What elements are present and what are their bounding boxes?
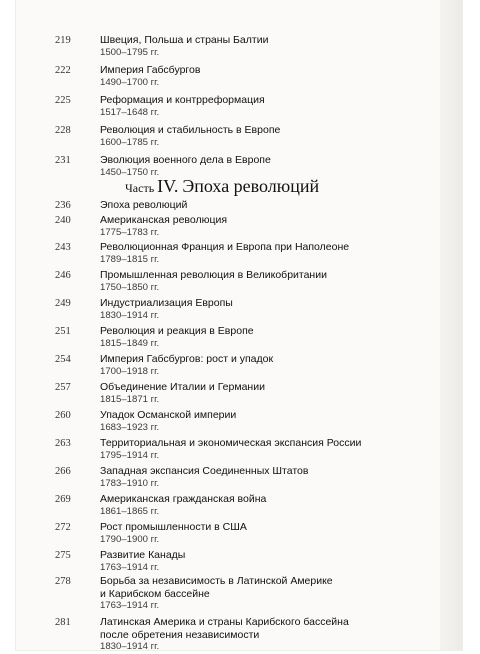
toc-entry-dates: 1763–1914 гг. — [100, 600, 160, 612]
toc-entry-title: Территориальная и экономическая экспансия России — [100, 437, 362, 449]
toc-entry-dates: 1815–1849 гг. — [100, 337, 160, 349]
toc-entry-dates: 1490–1700 гг. — [100, 76, 160, 88]
toc-page-number: 240 — [55, 215, 71, 226]
toc-entry — [55, 94, 440, 119]
part-number: IV. — [157, 176, 179, 196]
toc-entry — [55, 297, 440, 322]
toc-page-number: 254 — [55, 354, 71, 365]
toc-entry-dates: 1815–1871 гг. — [100, 393, 160, 405]
toc-entry — [55, 124, 440, 149]
toc-entry — [55, 353, 440, 378]
toc-entry-dates: 1783–1910 гг. — [100, 477, 160, 489]
toc-entry-title: Эпоха революций — [100, 199, 188, 211]
toc-entry-dates: 1775–1783 гг. — [100, 226, 160, 238]
toc-entry-dates: 1790–1900 гг. — [100, 533, 160, 545]
toc-page-number: 228 — [55, 125, 71, 136]
toc-entry — [55, 154, 440, 179]
part-heading — [125, 176, 319, 197]
toc-entry-dates: 1517–1648 гг. — [100, 106, 160, 118]
toc-page-number: 236 — [55, 200, 71, 211]
toc-entry — [55, 269, 440, 294]
page-edge-shadow — [440, 0, 462, 650]
toc-page-number: 225 — [55, 95, 71, 106]
toc-entry — [55, 325, 440, 350]
toc-entry — [55, 549, 440, 574]
toc-page-number: 222 — [55, 65, 71, 76]
toc-entry-dates: 1500–1795 гг. — [100, 46, 160, 58]
toc-entry-title: Объединение Италии и Германии — [100, 381, 265, 393]
toc-page-number: 246 — [55, 270, 71, 281]
toc-entry — [55, 64, 440, 89]
toc-entry-title: Рост промышленности в США — [100, 521, 247, 533]
toc-entry-title: Империя Габсбургов: рост и упадок — [100, 353, 274, 365]
toc-page-number: 266 — [55, 466, 71, 477]
toc-entry-title: Индустриализация Европы — [100, 297, 233, 309]
toc-entry-title: Латинская Америка и страны Карибского бассейна — [100, 616, 349, 628]
toc-page-number: 219 — [55, 35, 71, 46]
toc-entry — [55, 437, 440, 462]
toc-entry-dates: 1861–1865 гг. — [100, 505, 160, 517]
toc-entry-title: Революция и стабильность в Европе — [100, 124, 281, 136]
toc-entry — [55, 575, 440, 613]
toc-entry-title: Развитие Канады — [100, 549, 186, 561]
toc-page-number: 263 — [55, 438, 71, 449]
toc-page-number: 260 — [55, 410, 71, 421]
toc-page-number: 275 — [55, 550, 71, 561]
toc-page-number: 278 — [55, 576, 71, 587]
toc-entry-dates: 1830–1914 гг. — [100, 641, 160, 653]
part-label: Часть — [125, 181, 155, 195]
toc-entry-dates: 1750–1850 гг. — [100, 281, 160, 293]
toc-entry-dates: 1830–1914 гг. — [100, 309, 160, 321]
toc-page-number: 272 — [55, 522, 71, 533]
toc-entry — [55, 381, 440, 406]
toc-entry-title: Американская гражданская война — [100, 493, 267, 505]
toc-entry — [55, 241, 440, 266]
toc-entry-title-continuation: после обретения независимости — [100, 628, 260, 641]
toc-page-number: 281 — [55, 617, 71, 628]
toc-entry-dates: 1795–1914 гг. — [100, 449, 160, 461]
toc-entry-title: Швеция, Польша и страны Балтии — [100, 34, 269, 46]
toc-page-number: 249 — [55, 298, 71, 309]
toc-entry-title: Революционная Франция и Европа при Наполеоне — [100, 241, 350, 253]
toc-entry-title: Эволюция военного дела в Европе — [100, 154, 271, 166]
toc-entry-dates: 1600–1785 гг. — [100, 136, 160, 148]
toc-page-number: 243 — [55, 242, 71, 253]
toc-entry-dates: 1763–1914 гг. — [100, 561, 160, 573]
part-title: Эпоха революций — [182, 176, 320, 196]
toc-entry-title: Реформация и контрреформация — [100, 94, 265, 106]
toc-entry — [55, 465, 440, 490]
toc-entry — [55, 199, 440, 212]
toc-entry — [55, 521, 440, 546]
toc-entry-title: Западная экспансия Соединенных Штатов — [100, 465, 309, 477]
toc-page-number: 231 — [55, 155, 71, 166]
toc-entry — [55, 214, 440, 239]
toc-entry-title: Борьба за независимость в Латинской Америке — [100, 575, 333, 587]
toc-entry-title: Упадок Османской империи — [100, 409, 237, 421]
toc-page-number: 269 — [55, 494, 71, 505]
toc-entry-dates: 1789–1815 гг. — [100, 253, 160, 265]
toc-entry — [55, 34, 440, 59]
toc-entry — [55, 493, 440, 518]
toc-entry-title: Промышленная революция в Великобритании — [100, 269, 327, 281]
toc-entry-dates: 1450–1750 гг. — [100, 166, 160, 178]
toc-entry — [55, 616, 440, 654]
toc-entry-dates: 1700–1918 гг. — [100, 365, 160, 377]
toc-entry-title: Революция и реакция в Европе — [100, 325, 254, 337]
toc-entry-title: Американская революция — [100, 214, 228, 226]
toc-entry-title-continuation: и Карибском бассейне — [100, 587, 210, 600]
toc-entry-dates: 1683–1923 гг. — [100, 421, 160, 433]
toc-page-number: 257 — [55, 382, 71, 393]
toc-page-number: 251 — [55, 326, 71, 337]
toc-entry-title: Империя Габсбургов — [100, 64, 201, 76]
toc-entry — [55, 409, 440, 434]
